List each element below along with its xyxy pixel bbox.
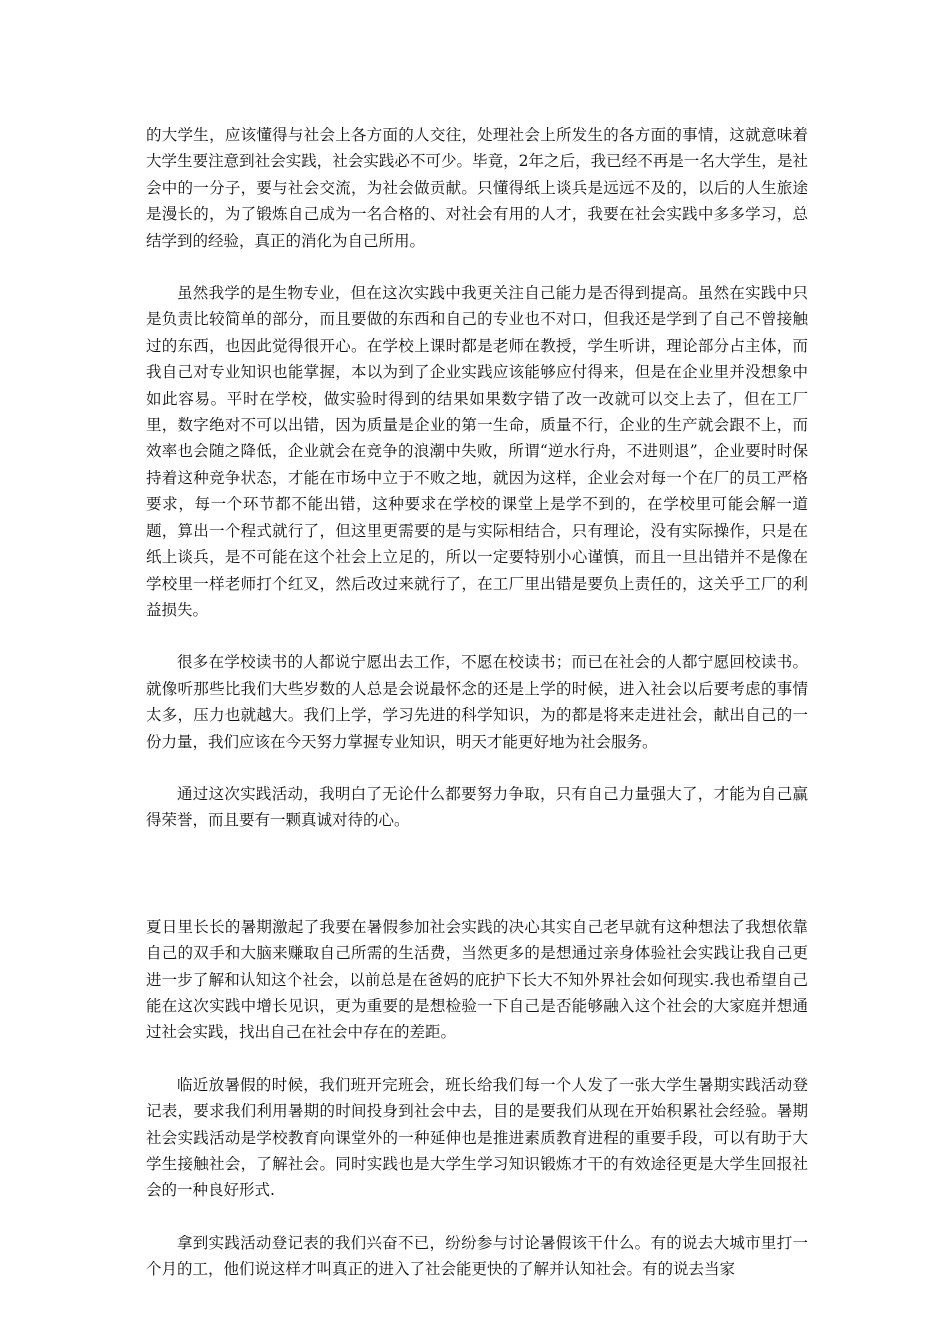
- section-1: [146, 122, 808, 834]
- paragraph: 拿到实践活动登记表的我们兴奋不已，纷纷参与讨论暑假该干什么。有的说去大城市里打一个月的工，他们说这样才叫真正的进入了社会能更快的了解并认知社会。有的说去当家: [146, 1233, 808, 1279]
- paragraph: 很多在学校读书的人都说宁愿出去工作，不愿在校读书；而已在社会的人都宁愿回校读书。就像听那些比我们大些岁数的人总是会说最怀念的还是上学的时候，进入社会以后要考虑的事情太多，压力也就越大。我们上学，学习先进的科学知识，为的都是将来走进社会，献出自己的一份力量，我们应该在今天努力掌握专业知识，明天才能更好地为社会服务。: [146, 653, 808, 751]
- paragraph: 临近放暑假的时候，我们班开完班会，班长给我们每一个人发了一张大学生暑期实践活动登记表，要求我们利用暑期的时间投身到社会中去，目的是要我们从现在开始积累社会经验。暑期社会实践活动是学校教育向课堂外的一种延伸也是推进素质教育进程的重要手段，可以有助于大学生接触社会，了解社会。同时实践也是大学生学习知识锻炼才干的有效途径更是大学生回报社会的一种良好形式.: [146, 1075, 808, 1200]
- paragraph: 通过这次实践活动，我明白了无论什么都要努力争取，只有自己力量强大了，才能为自己赢得荣誉，而且要有一颗真诚对待的心。: [146, 784, 808, 830]
- section-gap: [146, 860, 808, 914]
- paragraph: 虽然我学的是生物专业，但在这次实践中我更关注自己能力是否得到提高。虽然在实践中只是负责比较简单的部分，而且要做的东西和自己的专业也不对口，但我还是学到了自己不曾接触过的东西，也因此觉得很开心。在学校上课时都是老师在教授，学生听讲，理论部分占主体，而我自己对专业知识也能掌握，本以为到了企业实践应该能够应付得来，但是在企业里并没想象中如此容易。平时在学校，做实验时得到的结果如果数字错了改一改就可以交上去了，但在工厂里，数字绝对不可以出错，因为质量是企业的第一生命，质量不行，企业的生产就会跟不上，而效率也会随之降低，企业就会在竞争的浪潮中失败，所谓“逆水行舟，不进则退”，企业要时时保持着这种竞争状态，才能在市场中立于不败之地，就因为这样，企业会对每一个在厂的员工严格要求，每一个环节都不能出错，这种要求在学校的课堂上是学不到的，在学校里可能会解一道题，算出一个程式就行了，但这里更需要的是与实际相结合，只有理论，没有实际操作，只是在纸上谈兵，是不可能在这个社会上立足的，所以一定要特别小心谨慎，而且一旦出错并不是像在学校里一样老师打个红叉，然后改过来就行了，在工厂里出错是要负上责任的，这关乎工厂的利益损失。: [146, 284, 808, 619]
- section-2: [146, 914, 808, 1283]
- paragraph: 的大学生，应该懂得与社会上各方面的人交往，处理社会上所发生的各方面的事情，这就意味着大学生要注意到社会实践，社会实践必不可少。毕竟，2年之后，我已经不再是一名大学生，是社会中的一分子，要与社会交流，为社会做贡献。只懂得纸上谈兵是远远不及的，以后的人生旅途是漫长的，为了锻炼自己成为一名合格的、对社会有用的人才，我要在社会实践中多多学习，总结学到的经验，真正的消化为自己所用。: [146, 126, 808, 250]
- paragraph: 夏日里长长的暑期激起了我要在暑假参加社会实践的决心其实自己老早就有这种想法了我想依靠自己的双手和大脑来赚取自己所需的生活费，当然更多的是想通过亲身体验社会实践让我自己更进一步了解和认知这个社会，以前总是在爸妈的庇护下长大不知外界社会如何现实.我也希望自己能在这次实践中增长见识，更为重要的是想检验一下自己是否能够融入这个社会的大家庭并想通过社会实践，找出自己在社会中存在的差距。: [146, 917, 808, 1042]
- document-page: [146, 122, 808, 1309]
